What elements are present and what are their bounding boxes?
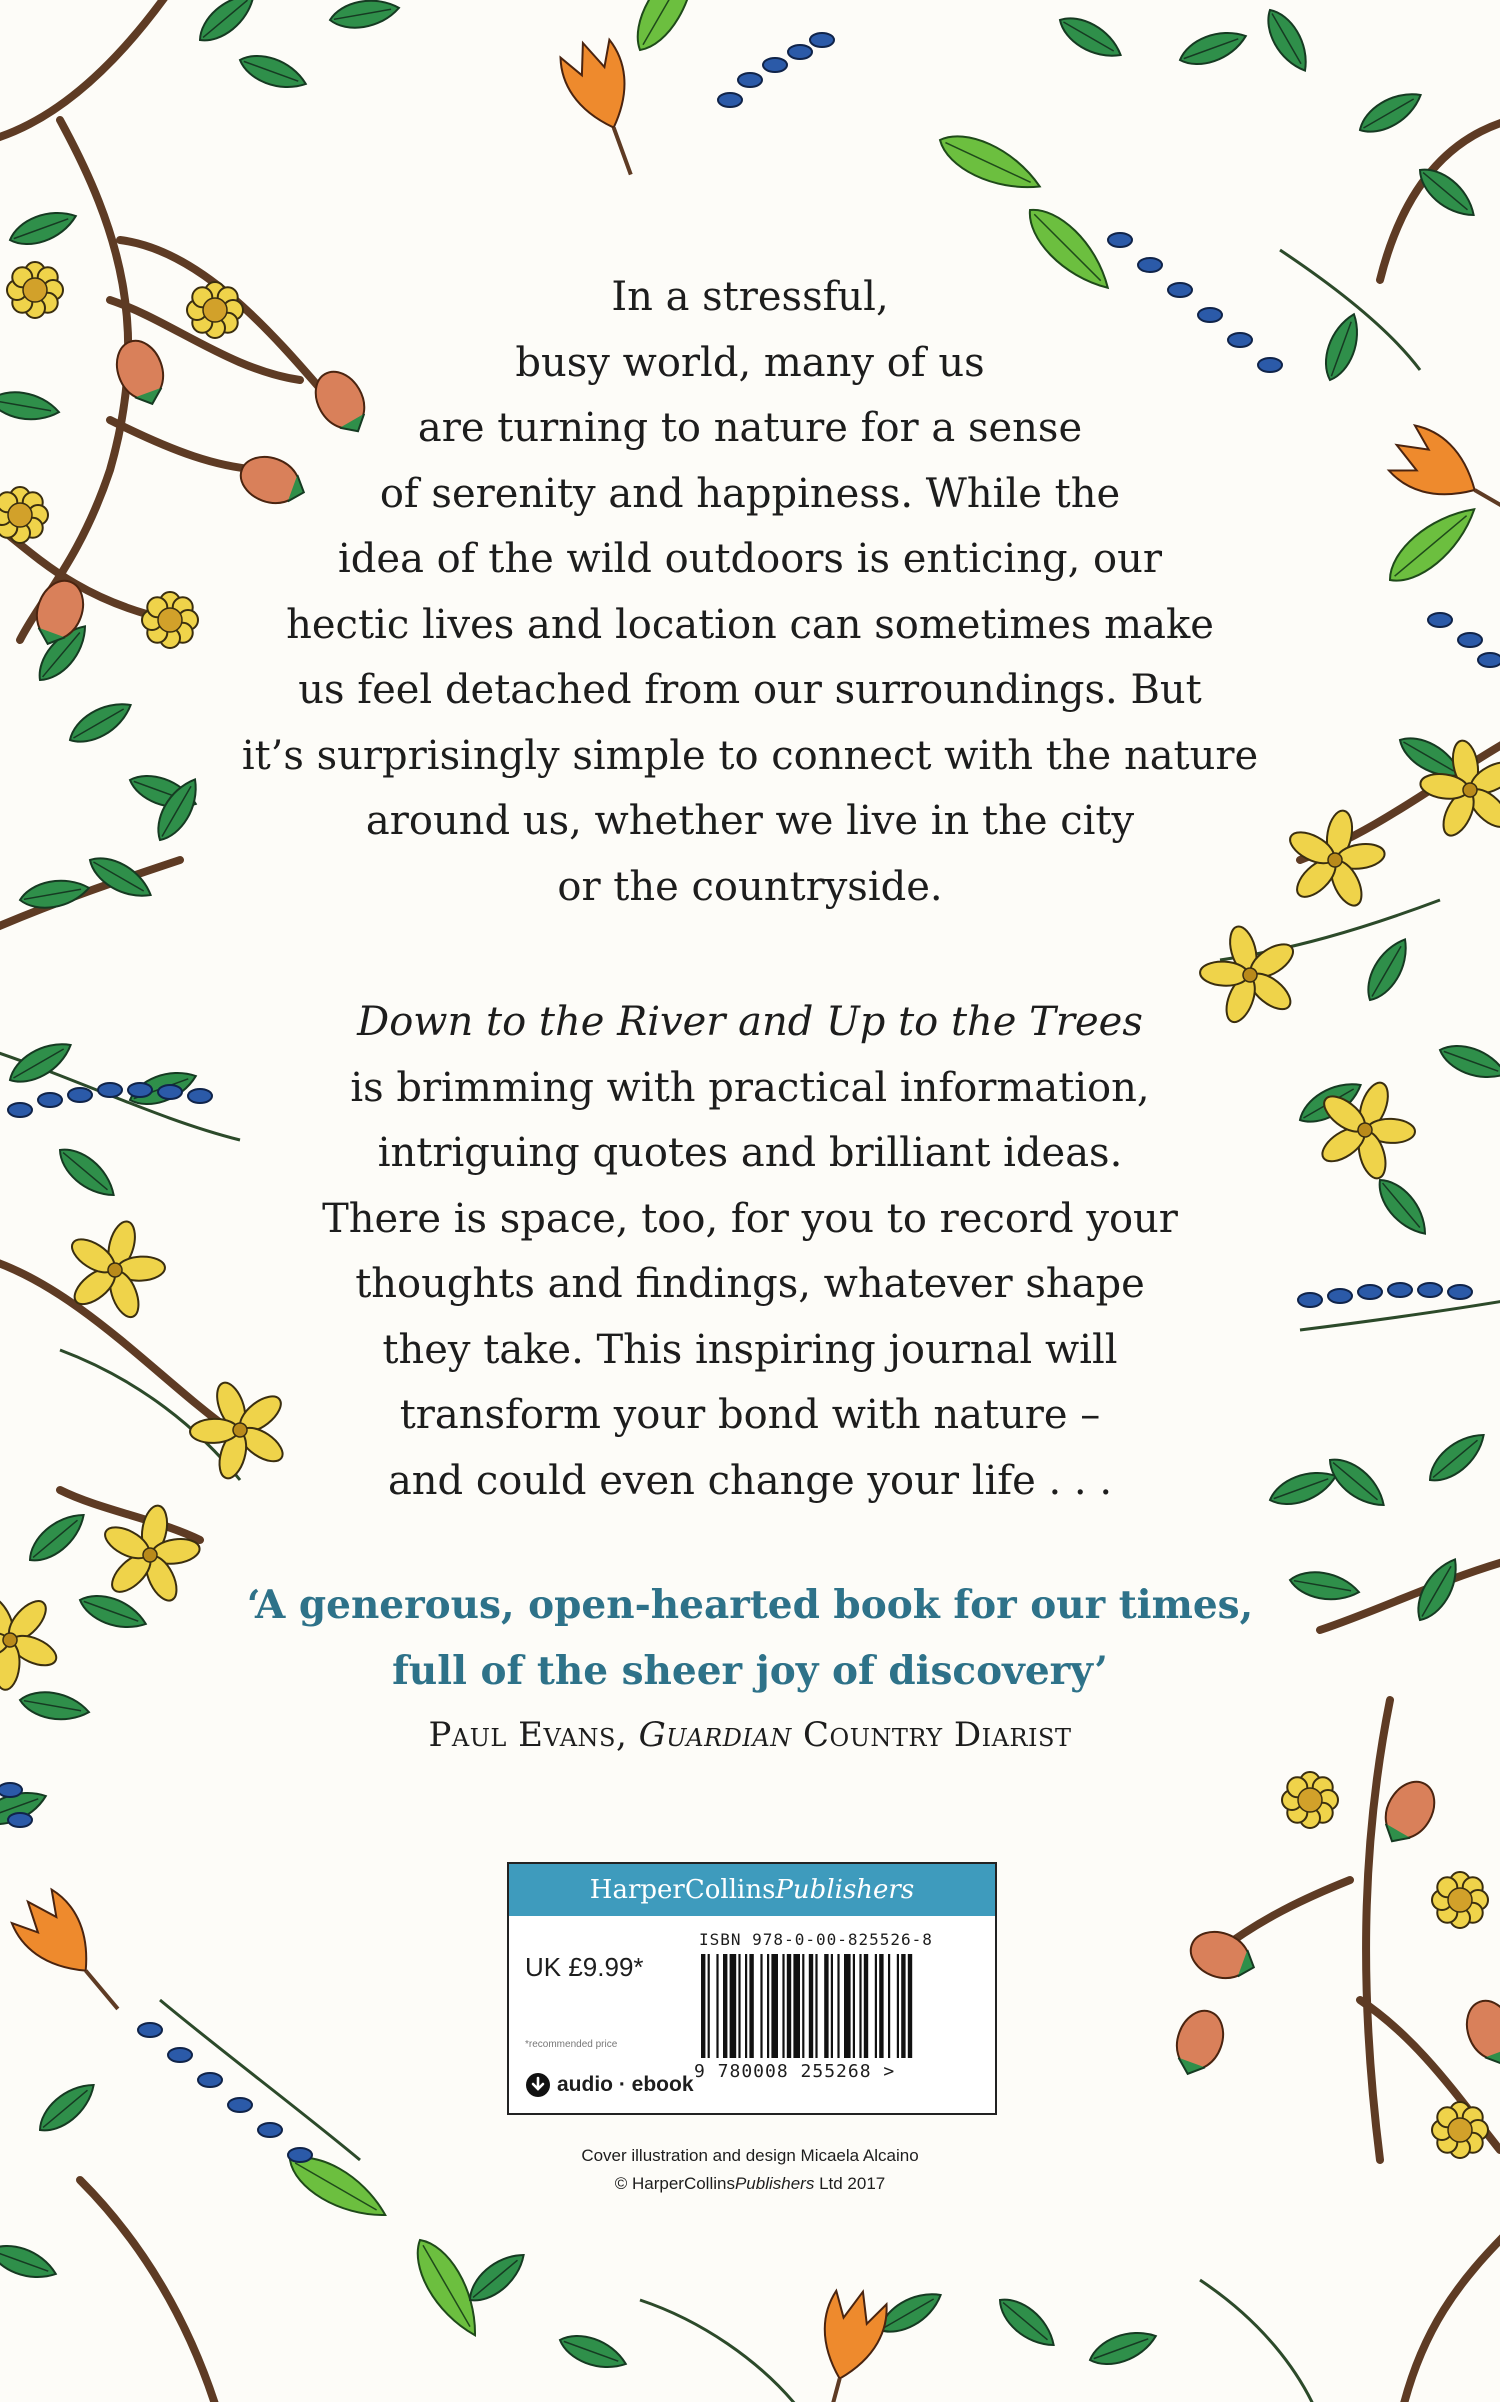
credits-italic: Publishers xyxy=(734,2174,815,2193)
blurb-line: of serenity and happiness. While the xyxy=(379,470,1121,517)
download-circle-icon xyxy=(525,2072,551,2098)
blurb-line: There is space, too, for you to record your xyxy=(322,1195,1178,1242)
rrp-note: *recommended price xyxy=(525,2039,618,2050)
blurb-line: intriguing quotes and brilliant ideas. xyxy=(377,1130,1123,1176)
publisher-suffix: Publishers xyxy=(775,1875,915,1905)
barcode-box xyxy=(507,1862,997,2115)
blurb-line: they take. This inspiring journal will xyxy=(382,1326,1118,1373)
credits-suffix: Ltd 2017 xyxy=(814,2174,886,2193)
review-quote xyxy=(150,1572,1350,1766)
credits-line-2 xyxy=(450,2170,1050,2198)
book-title: Down to the River and Up to the Trees xyxy=(357,999,1143,1045)
quote-publication: Guardian xyxy=(638,1715,792,1755)
blurb-line: or the countryside. xyxy=(557,863,943,910)
cover-credits xyxy=(450,2142,1050,2198)
blurb-paragraph-1 xyxy=(200,265,1300,920)
formats-label xyxy=(525,2072,694,2098)
blurb-line: around us, whether we live in the city xyxy=(365,798,1135,844)
blurb-line: it’s surprisingly simple to connect with the nature xyxy=(241,732,1259,779)
credits-line-1: Cover illustration and design Micaela Alcaino xyxy=(581,2146,919,2165)
barcode-number: 9 780008 255268 > xyxy=(694,2061,896,2082)
credits-prefix: © HarperCollins xyxy=(614,2174,735,2193)
blurb-line: is brimming with practical information, xyxy=(350,1064,1150,1111)
blurb-line: hectic lives and location can sometimes make xyxy=(286,601,1214,648)
quote-role: Country Diarist xyxy=(791,1715,1072,1755)
formats-text: audio · ebook xyxy=(557,2073,694,2096)
quote-attribution xyxy=(150,1704,1350,1766)
barcode xyxy=(699,1954,979,2058)
quote-line: ‘A generous, open-hearted book for our times, xyxy=(246,1582,1254,1628)
publisher-banner xyxy=(509,1864,995,1916)
blurb-line: transform your bond with nature – xyxy=(399,1392,1101,1438)
blurb-paragraph-2 xyxy=(200,990,1300,1514)
quote-line: full of the sheer joy of discovery’ xyxy=(392,1648,1108,1694)
publisher-name: HarperCollins xyxy=(589,1875,776,1905)
blurb-line: busy world, many of us xyxy=(515,339,985,386)
blurb-line: are turning to nature for a sense xyxy=(417,405,1083,451)
blurb-line: idea of the wild outdoors is enticing, our xyxy=(338,536,1162,582)
price-label: UK £9.99* xyxy=(525,1952,644,1982)
blurb-line: us feel detached from our surroundings. But xyxy=(298,667,1202,713)
isbn-label: ISBN 978-0-00-825526-8 xyxy=(699,1930,933,1949)
blurb-line: In a stressful, xyxy=(611,274,889,320)
quote-author: Paul Evans, xyxy=(428,1715,639,1755)
blurb-line: thoughts and findings, whatever shape xyxy=(355,1261,1145,1307)
blurb-line: and could even change your life . . . xyxy=(387,1457,1113,1504)
